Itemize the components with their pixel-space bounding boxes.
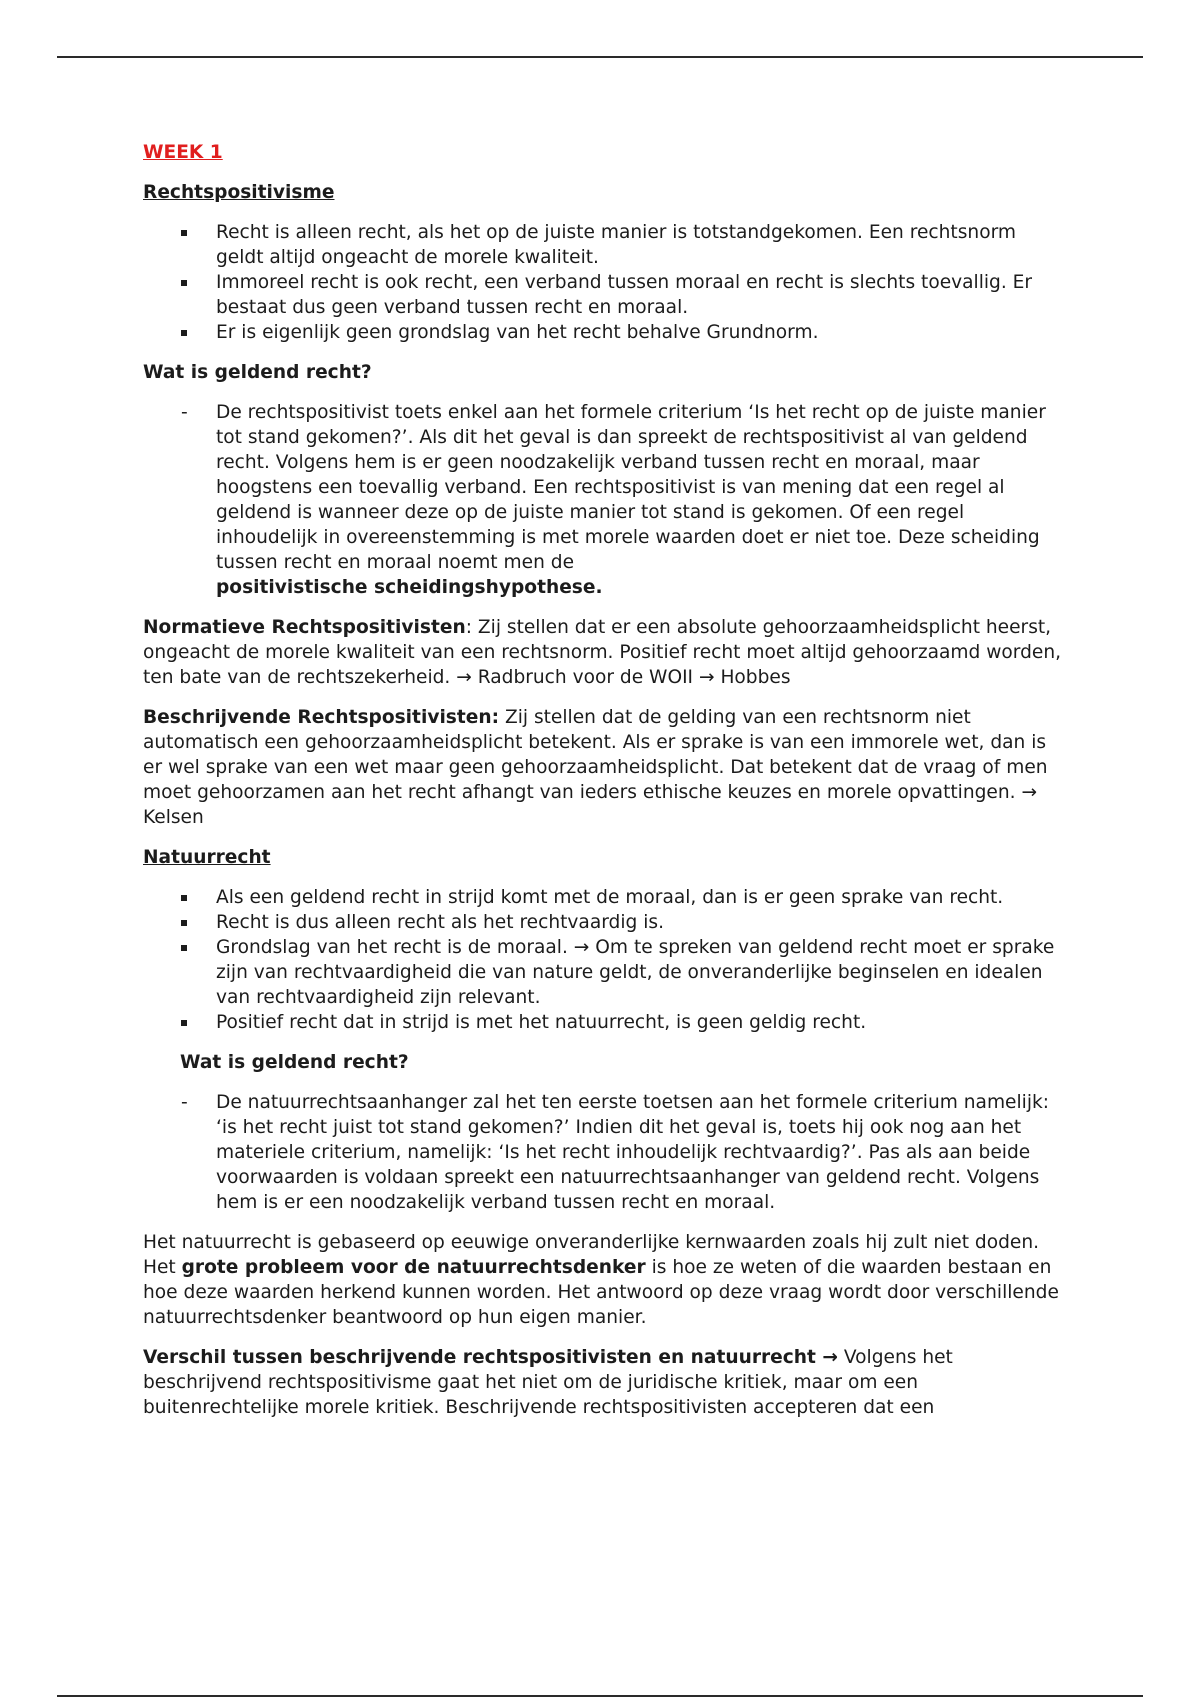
- list-item: Grondslag van het recht is de moraal. → Om te spreken van geldend recht moet er sprake zijn van rechtvaardigheid die van nature geldt, de onveranderlijke beginselen en idealen van rechtvaardigheid zijn relevant.: [216, 937, 1055, 1008]
- list-item: De rechtspositivist toets enkel aan het formele criterium ‘Is het recht op de juiste manier tot stand gekomen?’. Als dit het geval is dan spreekt de rechtspositivist al van geldend recht. Volgens hem is er geen noodzakelijk verband tussen recht en moraal, maar hoogstens een toevallig verband. Een rechtspositivist is van mening dat een regel al geldend is wanneer deze op de juiste manier tot stand is gekomen. Of een regel inhoudelijk in overeenstemming is met morele waarden doet er niet toe. Deze scheiding tussen recht en moraal noemt men de positivistische scheidingshypothese.: [216, 402, 1046, 598]
- bold-term: positivistische scheidingshypothese.: [216, 577, 603, 598]
- section-heading-natuurrecht: Natuurrecht: [143, 847, 271, 868]
- list-item: Immoreel recht is ook recht, een verband tussen moraal en recht is slechts toevallig. Er bestaat dus geen verband tussen recht en moraal.: [216, 272, 1033, 318]
- list-item: Er is eigenlijk geen grondslag van het recht behalve Grundnorm.: [216, 322, 819, 343]
- rechtspositivisme-bullets: [143, 220, 1063, 345]
- paragraph-beschrijvend: Beschrijvende Rechtspositivisten: Zij stellen dat de gelding van een rechtsnorm niet automatisch een gehoorzaamheidsplicht betekent. Als er sprake is van een immorele wet, dan is er wel sprake van een wet maar geen gehoorzaamheidsplicht. Dat betekent dat de vraag of men moet gehoorzamen aan het recht afhangt van ieders ethische keuzes en morele opvattingen. → Kelsen: [143, 707, 1048, 828]
- list-item: De natuurrechtsaanhanger zal het ten eerste toetsen aan het formele criterium namelijk: ‘is het recht juist tot stand gekomen?’ Indien dit het geval is, toets hij ook nog aan het materiele criterium, namelijk: ‘Is het recht inhoudelijk rechtvaardig?’. Pas als aan beide voorwaarden is voldaan spreekt een natuurrechtsaanhanger van geldend recht. Volgens hem is er een noodzakelijk verband tussen recht en moraal.: [216, 1092, 1050, 1213]
- week-title: WEEK 1: [143, 142, 223, 163]
- header-rule: [57, 56, 1143, 58]
- footer-rule: [57, 1695, 1143, 1697]
- subheading-geldend-recht-natuur: Wat is geldend recht?: [180, 1052, 409, 1073]
- list-item: Positief recht dat in strijd is met het natuurrecht, is geen geldig recht.: [216, 1012, 867, 1033]
- paragraph-normatief: Normatieve Rechtspositivisten: Zij stellen dat er een absolute gehoorzaamheidsplicht heerst, ongeacht de morele kwaliteit van een rechtsnorm. Positief recht moet altijd gehoorzaamd worden, ten bate van de rechtszekerheid. → Radbruch voor de WOII → Hobbes: [143, 617, 1062, 688]
- rechtspositivisme-dash-list: [143, 400, 1063, 600]
- natuurrecht-dash-list: [143, 1090, 1063, 1215]
- subheading-geldend-recht: Wat is geldend recht?: [143, 362, 372, 383]
- natuurrecht-bullets: [143, 885, 1063, 1035]
- section-heading-rechtspositivisme: Rechtspositivisme: [143, 182, 335, 203]
- list-item: Recht is dus alleen recht als het rechtvaardig is.: [216, 912, 664, 933]
- paragraph-natuurrecht: Het natuurrecht is gebaseerd op eeuwige onveranderlijke kernwaarden zoals hij zult niet doden. Het grote probleem voor de natuurrechtsdenker is hoe ze weten of die waarden bestaan en hoe deze waarden herkend kunnen worden. Het antwoord op deze vraag wordt door verschillende natuurrechtsdenker beantwoord op hun eigen manier.: [143, 1232, 1059, 1328]
- document-body: [143, 140, 1063, 1435]
- list-item: Als een geldend recht in strijd komt met de moraal, dan is er geen sprake van recht.: [216, 887, 1004, 908]
- list-item: Recht is alleen recht, als het op de juiste manier is totstandgekomen. Een rechtsnorm geldt altijd ongeacht de morele kwaliteit.: [216, 222, 1017, 268]
- paragraph-verschil: Verschil tussen beschrijvende rechtspositivisten en natuurrecht → Volgens het beschrijvend rechtspositivisme gaat het niet om de juridische kritiek, maar om een buitenrechtelijke morele kritiek. Beschrijvende rechtspositivisten accepteren dat een: [143, 1347, 953, 1418]
